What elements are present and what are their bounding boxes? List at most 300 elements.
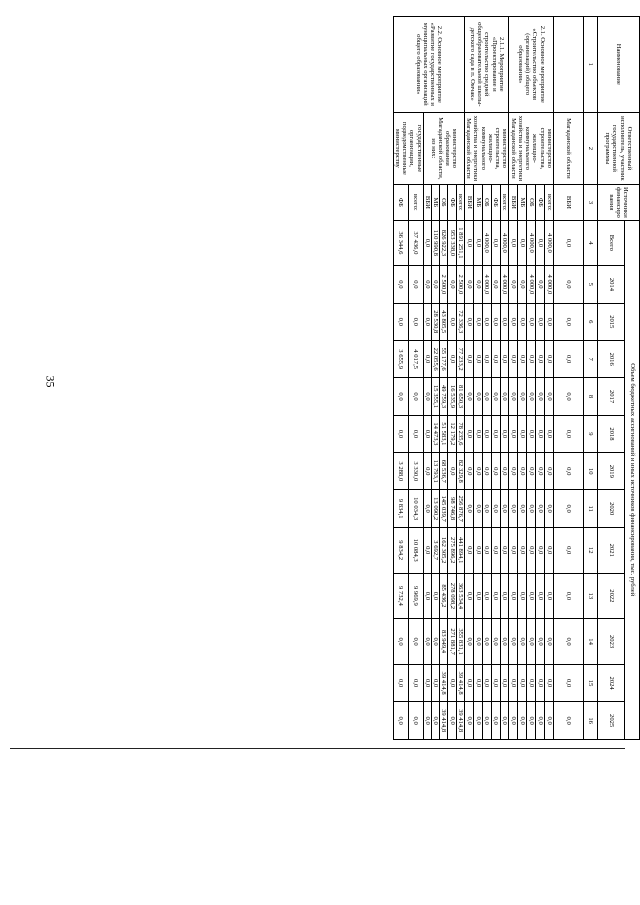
cell-value: 0,0 — [545, 303, 554, 340]
cell-value: 0,0 — [509, 415, 518, 452]
cell-value: 0,0 — [482, 340, 491, 377]
row-name — [554, 17, 584, 113]
cell-value: 0,0 — [527, 527, 536, 573]
cell-value: 0,0 — [545, 573, 554, 619]
cell-value: 0,0 — [448, 702, 456, 740]
table-row — [500, 17, 509, 740]
cell-value: 0,0 — [500, 573, 509, 619]
row-source: ФБ — [393, 185, 408, 220]
cell-value: 4 000,0 — [527, 266, 536, 303]
cell-value: 68 536,7 — [440, 453, 448, 490]
cell-value: 4 000,0 — [545, 266, 554, 303]
col-number: 1 — [584, 17, 598, 113]
cell-value: 77 233,2 — [456, 340, 464, 377]
col-number: 9 — [584, 415, 598, 452]
cell-value: 162 305,2 — [440, 527, 448, 573]
cell-value: 0,0 — [536, 340, 545, 377]
cell-value: 0,0 — [473, 415, 482, 452]
cell-value: 0,0 — [491, 415, 500, 452]
divider-line — [10, 748, 625, 749]
header-year: 2021 — [598, 527, 625, 573]
cell-value: 2 500,0 — [440, 266, 448, 303]
table-row — [554, 17, 584, 740]
row-source: ВБИ — [509, 185, 518, 220]
cell-value: 0,0 — [465, 415, 474, 452]
cell-value: 0,0 — [473, 490, 482, 527]
cell-value: 4 000,0 — [545, 220, 554, 266]
cell-value: 0,0 — [518, 664, 527, 701]
cell-value: 0,0 — [554, 664, 584, 701]
cell-value: 0,0 — [473, 220, 482, 266]
row-responsible: министерство строительства, жилищно-коммунального хозяйства и энергетики Магаданской области — [509, 112, 554, 185]
cell-value: 0,0 — [509, 527, 518, 573]
page-number: 35 — [43, 375, 58, 388]
cell-value: 0,0 — [491, 619, 500, 665]
header-name: Наименование — [598, 17, 640, 113]
cell-value: 0,0 — [465, 266, 474, 303]
cell-value: 0,0 — [527, 415, 536, 452]
cell-value: 0,0 — [545, 415, 554, 452]
cell-value: 9 834,1 — [393, 490, 408, 527]
cell-value: 0,0 — [465, 664, 474, 701]
row-source: ВБИ — [423, 185, 431, 220]
cell-value: 0,0 — [408, 702, 423, 740]
cell-value: 0,0 — [518, 378, 527, 415]
cell-value: 0,0 — [500, 664, 509, 701]
cell-value: 0,0 — [509, 664, 518, 701]
cell-value: 0,0 — [482, 664, 491, 701]
cell-value: 0,0 — [432, 573, 440, 619]
rotated-table-wrapper — [132, 16, 640, 733]
row-source: ОБ — [527, 185, 536, 220]
cell-value: 0,0 — [423, 490, 431, 527]
cell-value: 0,0 — [491, 490, 500, 527]
col-number: 2 — [584, 112, 598, 185]
header-year: 2017 — [598, 378, 625, 415]
cell-value: 0,0 — [482, 527, 491, 573]
cell-value: 98 746,8 — [448, 490, 456, 527]
header-year: 2016 — [598, 340, 625, 377]
cell-value: 0,0 — [509, 619, 518, 665]
row-source: всего: — [408, 185, 423, 220]
cell-value: 0,0 — [500, 490, 509, 527]
cell-value: 85 436,2 — [440, 573, 448, 619]
cell-value: 81 650,3 — [456, 378, 464, 415]
row-responsible: государственные организации, подведомственные министерству — [393, 112, 423, 185]
cell-value: 0,0 — [536, 619, 545, 665]
row-source: всего: — [500, 185, 509, 220]
cell-value: 0,0 — [465, 453, 474, 490]
cell-value: 15 355,1 — [432, 378, 440, 415]
cell-value: 0,0 — [545, 453, 554, 490]
cell-value: 0,0 — [536, 303, 545, 340]
cell-value: 0,0 — [423, 378, 431, 415]
cell-value: 0,0 — [518, 303, 527, 340]
cell-value: 0,0 — [465, 303, 474, 340]
cell-value: 0,0 — [491, 453, 500, 490]
cell-value: 110 990,8 — [432, 220, 440, 266]
row-name: 2.2. Основное мероприятие «Развитие государственных и муниципальных организаций общего образования» — [393, 17, 464, 113]
row-source: ФБ — [491, 185, 500, 220]
cell-value: 36 344,6 — [393, 220, 408, 266]
cell-value: 82 329,8 — [456, 453, 464, 490]
cell-value: 0,0 — [518, 490, 527, 527]
cell-value: 0,0 — [482, 378, 491, 415]
cell-value: 256 876,7 — [456, 490, 464, 527]
header-responsible: Ответственный исполнитель, участник государственной программы — [598, 112, 640, 185]
header-year: 2024 — [598, 664, 625, 701]
cell-value: 0,0 — [509, 303, 518, 340]
cell-value: 0,0 — [527, 378, 536, 415]
cell-value: 0,0 — [536, 527, 545, 573]
cell-value: 0,0 — [432, 664, 440, 701]
cell-value: 0,0 — [473, 573, 482, 619]
cell-value: 355 831,1 — [456, 619, 464, 665]
cell-value: 0,0 — [527, 619, 536, 665]
table-row — [545, 17, 554, 740]
cell-value: 4 000,0 — [500, 266, 509, 303]
cell-value: 0,0 — [482, 303, 491, 340]
cell-value: 0,0 — [545, 490, 554, 527]
col-number: 6 — [584, 303, 598, 340]
cell-value: 0,0 — [554, 303, 584, 340]
cell-value: 49 759,3 — [440, 378, 448, 415]
cell-value: 4 000,0 — [482, 220, 491, 266]
cell-value: 0,0 — [423, 664, 431, 701]
cell-value: 0,0 — [527, 664, 536, 701]
cell-value: 0,0 — [536, 220, 545, 266]
cell-value: 271 881,7 — [448, 619, 456, 665]
cell-value: 9 732,4 — [393, 573, 408, 619]
cell-value: 2 500,0 — [456, 266, 464, 303]
cell-value: 0,0 — [423, 573, 431, 619]
cell-value: 0,0 — [536, 490, 545, 527]
cell-value: 0,0 — [536, 378, 545, 415]
col-number: 14 — [584, 619, 598, 665]
cell-value: 0,0 — [554, 527, 584, 573]
cell-value: 0,0 — [482, 453, 491, 490]
cell-value: 0,0 — [500, 453, 509, 490]
row-source: ФБ — [448, 185, 456, 220]
cell-value: 0,0 — [509, 378, 518, 415]
cell-value: 0,0 — [473, 453, 482, 490]
col-number: 10 — [584, 453, 598, 490]
cell-value: 0,0 — [518, 702, 527, 740]
cell-value: 0,0 — [482, 573, 491, 619]
cell-value: 0,0 — [465, 378, 474, 415]
col-number: 8 — [584, 378, 598, 415]
cell-value: 0,0 — [545, 527, 554, 573]
cell-value: 0,0 — [393, 664, 408, 701]
cell-value: 0,0 — [393, 415, 408, 452]
row-source: всего: — [545, 185, 554, 220]
cell-value: 3 692,7 — [432, 527, 440, 573]
cell-value: 0,0 — [408, 415, 423, 452]
row-source: ОБ — [482, 185, 491, 220]
cell-value: 13 090,2 — [432, 490, 440, 527]
financing-table — [393, 16, 640, 740]
cell-value: 0,0 — [491, 303, 500, 340]
col-number: 7 — [584, 340, 598, 377]
cell-value: 145 039,7 — [440, 490, 448, 527]
cell-value: 83 949,4 — [440, 619, 448, 665]
cell-value: 9 969,9 — [408, 573, 423, 619]
col-number: 3 — [584, 185, 598, 220]
row-source: всего: — [456, 185, 464, 220]
row-source: ВБИ — [554, 185, 584, 220]
cell-value: 0,0 — [448, 266, 456, 303]
cell-value: 0,0 — [509, 573, 518, 619]
cell-value: 0,0 — [554, 619, 584, 665]
cell-value: 4 017,5 — [408, 340, 423, 377]
cell-value: 78 235,6 — [456, 415, 464, 452]
header-year: 2020 — [598, 490, 625, 527]
row-source: ФБ — [536, 185, 545, 220]
cell-value: 0,0 — [554, 415, 584, 452]
cell-value: 0,0 — [491, 527, 500, 573]
cell-value: 0,0 — [423, 266, 431, 303]
cell-value: 0,0 — [473, 303, 482, 340]
cell-value: 0,0 — [500, 415, 509, 452]
cell-value: 0,0 — [554, 340, 584, 377]
cell-value: 0,0 — [536, 415, 545, 452]
cell-value: 0,0 — [473, 664, 482, 701]
cell-value: 0,0 — [432, 702, 440, 740]
cell-value: 39 414,8 — [456, 664, 464, 701]
cell-value: 4 000,0 — [527, 220, 536, 266]
header-year: 2019 — [598, 453, 625, 490]
cell-value: 0,0 — [554, 702, 584, 740]
cell-value: 826 922,3 — [440, 220, 448, 266]
header-year: 2025 — [598, 702, 625, 740]
cell-value: 0,0 — [527, 453, 536, 490]
cell-value: 0,0 — [536, 453, 545, 490]
row-responsible: Магаданской области — [554, 112, 584, 185]
cell-value: 72 336,3 — [456, 303, 464, 340]
cell-value: 0,0 — [527, 573, 536, 619]
header-year: 2022 — [598, 573, 625, 619]
cell-value: 0,0 — [518, 527, 527, 573]
header-source: Источники финансирования — [598, 185, 640, 220]
cell-value: 0,0 — [482, 415, 491, 452]
cell-value: 0,0 — [482, 702, 491, 740]
header-year: 2014 — [598, 266, 625, 303]
cell-value: 0,0 — [500, 702, 509, 740]
cell-value: 0,0 — [527, 303, 536, 340]
cell-value: 0,0 — [509, 453, 518, 490]
cell-value: 0,0 — [465, 573, 474, 619]
cell-value: 0,0 — [536, 664, 545, 701]
cell-value: 16 535,9 — [448, 378, 456, 415]
cell-value: 0,0 — [448, 453, 456, 490]
cell-value: 953 338,0 — [448, 220, 456, 266]
cell-value: 0,0 — [554, 220, 584, 266]
cell-value: 0,0 — [408, 619, 423, 665]
table-body — [393, 17, 583, 740]
cell-value: 0,0 — [545, 340, 554, 377]
cell-value: 0,0 — [465, 527, 474, 573]
cell-value: 0,0 — [518, 220, 527, 266]
cell-value: 51 583,1 — [440, 415, 448, 452]
cell-value: 0,0 — [500, 303, 509, 340]
col-number: 16 — [584, 702, 598, 740]
cell-value: 0,0 — [491, 573, 500, 619]
cell-value: 1 891 251,1 — [456, 220, 464, 266]
cell-value: 0,0 — [545, 702, 554, 740]
cell-value: 10 084,3 — [408, 527, 423, 573]
cell-value: 0,0 — [509, 266, 518, 303]
cell-value: 0,0 — [408, 378, 423, 415]
header-year: 2015 — [598, 303, 625, 340]
cell-value: 4 000,0 — [500, 220, 509, 266]
cell-value: 0,0 — [527, 702, 536, 740]
cell-value: 0,0 — [423, 340, 431, 377]
cell-value: 0,0 — [545, 378, 554, 415]
cell-value: 0,0 — [509, 490, 518, 527]
cell-value: 0,0 — [545, 664, 554, 701]
row-source: МБ — [432, 185, 440, 220]
table-row — [456, 17, 464, 740]
table-row — [408, 17, 423, 740]
col-number: 15 — [584, 664, 598, 701]
cell-value: 0,0 — [536, 573, 545, 619]
cell-value: 4 000,0 — [482, 266, 491, 303]
cell-value: 39 414,8 — [440, 702, 448, 740]
cell-value: 275 896,2 — [448, 527, 456, 573]
cell-value: 0,0 — [465, 619, 474, 665]
cell-value: 0,0 — [491, 266, 500, 303]
cell-value: 0,0 — [554, 453, 584, 490]
row-source: ОБ — [440, 185, 448, 220]
cell-value: 0,0 — [518, 415, 527, 452]
row-source: МБ — [473, 185, 482, 220]
cell-value: 0,0 — [518, 573, 527, 619]
row-name: 2.1. Основное мероприятие «Строительство объектов (организаций) общего образования» — [509, 17, 554, 113]
cell-value: 0,0 — [545, 619, 554, 665]
cell-value: 10 034,3 — [408, 490, 423, 527]
cell-value: 0,0 — [473, 702, 482, 740]
cell-value: 14 473,3 — [432, 415, 440, 452]
cell-value: 0,0 — [423, 702, 431, 740]
cell-value: 363 534,4 — [456, 573, 464, 619]
cell-value: 0,0 — [554, 573, 584, 619]
cell-value: 0,0 — [554, 266, 584, 303]
cell-value: 0,0 — [393, 303, 408, 340]
cell-value: 0,0 — [491, 702, 500, 740]
col-number: 4 — [584, 220, 598, 266]
cell-value: 0,0 — [423, 527, 431, 573]
cell-value: 0,0 — [465, 340, 474, 377]
cell-value: 55 177,6 — [440, 340, 448, 377]
cell-value: 37 436,0 — [408, 220, 423, 266]
cell-value: 3 288,0 — [393, 453, 408, 490]
cell-value: 0,0 — [393, 378, 408, 415]
cell-value: 0,0 — [527, 490, 536, 527]
cell-value: 0,0 — [465, 490, 474, 527]
row-responsible: министерство образования Магаданской области, из них: — [423, 112, 464, 185]
row-responsible: министерство строительства, жилищно-коммунального хозяйства и энергетики Магаданской области — [465, 112, 510, 185]
cell-value: 0,0 — [554, 378, 584, 415]
cell-value: 0,0 — [518, 340, 527, 377]
cell-value: 0,0 — [491, 664, 500, 701]
cell-value: 0,0 — [432, 266, 440, 303]
cell-value: 0,0 — [423, 619, 431, 665]
cell-value: 39 414,8 — [456, 702, 464, 740]
cell-value: 0,0 — [554, 490, 584, 527]
cell-value: 0,0 — [500, 619, 509, 665]
cell-value: 0,0 — [465, 220, 474, 266]
col-number: 12 — [584, 527, 598, 573]
cell-value: 3 330,0 — [408, 453, 423, 490]
header-group: Объем бюджетных ассигнований и иных источников финансирования, тыс. рублей — [625, 220, 640, 739]
cell-value: 0,0 — [491, 340, 500, 377]
col-number: 11 — [584, 490, 598, 527]
cell-value: 278 098,2 — [448, 573, 456, 619]
cell-value: 0,0 — [448, 664, 456, 701]
cell-value: 0,0 — [408, 266, 423, 303]
cell-value: 0,0 — [500, 340, 509, 377]
cell-value: 0,0 — [423, 415, 431, 452]
cell-value: 0,0 — [393, 702, 408, 740]
cell-value: 28 530,8 — [432, 303, 440, 340]
header-year: 2018 — [598, 415, 625, 452]
cell-value: 0,0 — [393, 266, 408, 303]
col-number: 5 — [584, 266, 598, 303]
cell-value: 0,0 — [527, 340, 536, 377]
cell-value: 441 894,1 — [456, 527, 464, 573]
row-source: ВБИ — [465, 185, 474, 220]
cell-value: 0,0 — [408, 664, 423, 701]
cell-value: 0,0 — [491, 220, 500, 266]
cell-value: 13 793,1 — [432, 453, 440, 490]
cell-value: 0,0 — [500, 378, 509, 415]
header-total: Всего — [598, 220, 625, 266]
cell-value: 3 655,9 — [393, 340, 408, 377]
cell-value: 12 179,2 — [448, 415, 456, 452]
cell-value: 0,0 — [423, 453, 431, 490]
cell-value: 0,0 — [536, 266, 545, 303]
cell-value: 0,0 — [465, 702, 474, 740]
cell-value: 0,0 — [536, 702, 545, 740]
cell-value: 9 834,2 — [393, 527, 408, 573]
cell-value: 0,0 — [473, 619, 482, 665]
cell-value: 0,0 — [408, 303, 423, 340]
cell-value: 0,0 — [448, 340, 456, 377]
cell-value: 0,0 — [423, 220, 431, 266]
header-year: 2023 — [598, 619, 625, 665]
cell-value: 0,0 — [518, 266, 527, 303]
cell-value: 43 805,5 — [440, 303, 448, 340]
row-name: 2.1.1. Мероприятие «Проектирование и строительство средней общеобразовательной школы-детского сада в п. Омчак» — [465, 17, 510, 113]
cell-value: 0,0 — [423, 303, 431, 340]
cell-value: 0,0 — [473, 340, 482, 377]
cell-value: 0,0 — [482, 619, 491, 665]
cell-value: 0,0 — [518, 619, 527, 665]
cell-value: 22 055,6 — [432, 340, 440, 377]
cell-value: 0,0 — [473, 527, 482, 573]
cell-value: 0,0 — [509, 340, 518, 377]
cell-value: 39 414,8 — [440, 664, 448, 701]
cell-value: 0,0 — [482, 490, 491, 527]
cell-value: 0,0 — [432, 619, 440, 665]
cell-value: 0,0 — [518, 453, 527, 490]
row-source: МБ — [518, 185, 527, 220]
cell-value: 0,0 — [500, 527, 509, 573]
cell-value: 0,0 — [473, 266, 482, 303]
cell-value: 0,0 — [509, 220, 518, 266]
cell-value: 0,0 — [509, 702, 518, 740]
cell-value: 0,0 — [491, 378, 500, 415]
